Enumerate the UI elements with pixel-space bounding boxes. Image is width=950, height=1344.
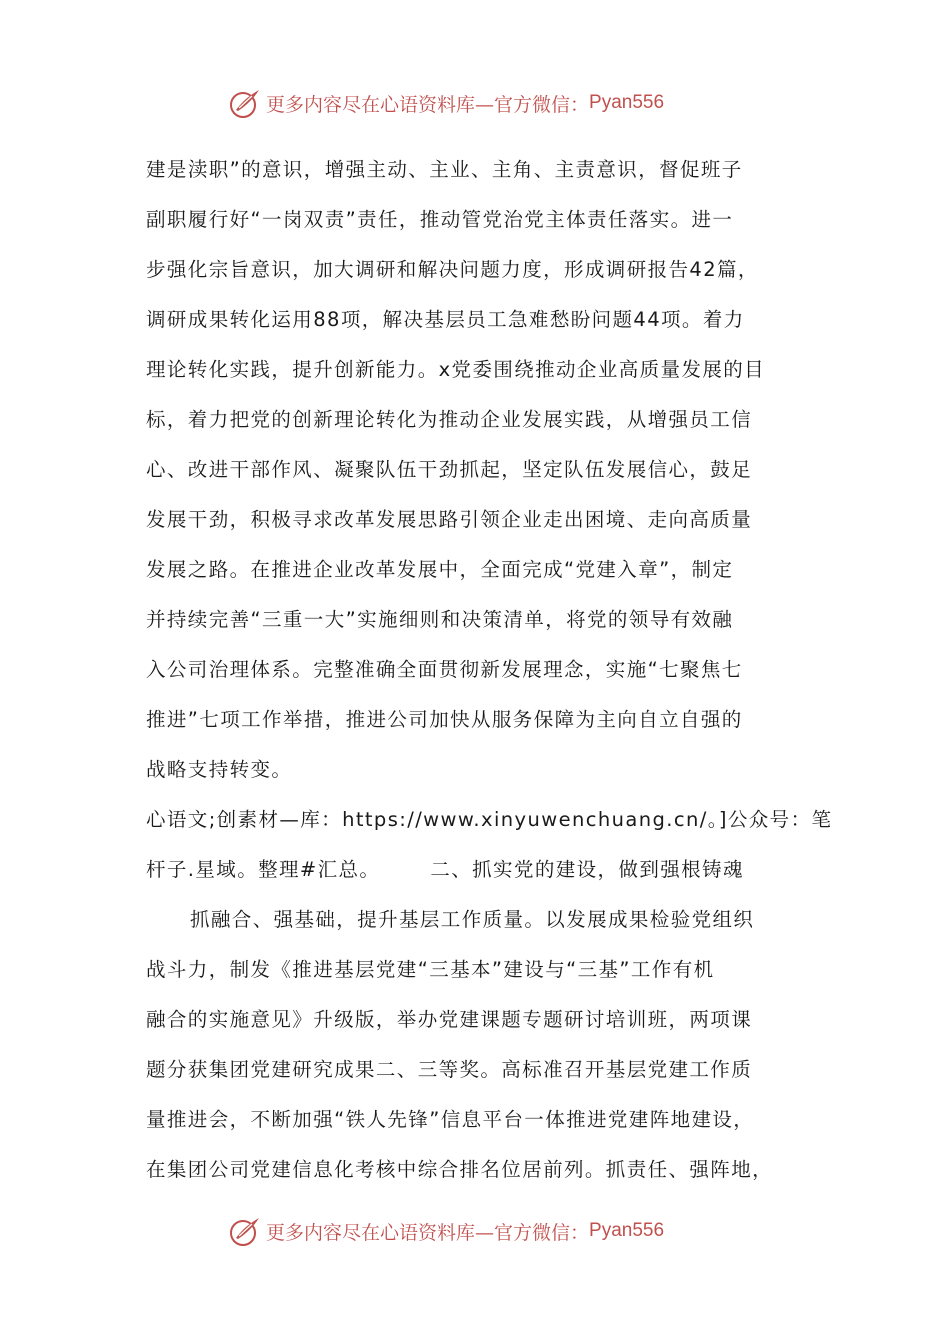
text-line: 在集团公司党建信息化考核中综合排名位居前列。抓责任、强阵地， — [146, 1158, 774, 1181]
text-line: 推进”七项工作举措，推进公司加快从服务保障为主向自立自强的 — [146, 708, 743, 731]
text-line: 理论转化实践，提升创新能力。x党委围绕推动企业高质量发展的目 — [146, 358, 766, 381]
text-line: 调研成果转化运用88项，解决基层员工急难愁盼问题44项。着力 — [146, 308, 745, 331]
text-line: 战略支持转变。 — [146, 758, 293, 781]
text-line: 建是渎职”的意识，增强主动、主业、主角、主责意识，督促班子 — [146, 158, 743, 181]
footer-banner-account: Pyan556 — [589, 1220, 665, 1241]
footer-banner-text: 更多内容尽在心语资料库—官方微信： — [266, 1221, 590, 1244]
text-line: 并持续完善“三重一大”实施细则和决策清单，将党的领导有效融 — [146, 608, 734, 631]
text-line: 标，着力把党的创新理论转化为推动企业发展实践，从增强员工信 — [146, 408, 753, 431]
header-banner-account: Pyan556 — [589, 92, 665, 113]
text-line: 发展之路。在推进企业改革发展中，全面完成“党建入章”，制定 — [146, 558, 734, 581]
quill-logo-icon — [228, 86, 262, 120]
paragraph-2 — [146, 895, 826, 1195]
text-line: 抓融合、强基础，提升基层工作质量。以发展成果检验党组织 — [190, 908, 755, 931]
section-heading: 二、抓实党的建设，做到强根铸魂 — [430, 858, 744, 881]
source-note-tail: 杆子.星域。整理#汇总。 — [146, 858, 381, 881]
text-line: 步强化宗旨意识，加大调研和解决问题力度，形成调研报告42篇， — [146, 258, 759, 281]
source-note-line-2 — [146, 845, 826, 895]
document-body — [146, 145, 833, 1195]
text-line: 入公司治理体系。完整准确全面贯彻新发展理念，实施“七聚焦七 — [146, 658, 743, 681]
text-line: 融合的实施意见》升级版，举办党建课题专题研讨培训班，两项课 — [146, 1008, 753, 1031]
paragraph-1 — [146, 145, 826, 795]
header-banner — [228, 83, 664, 123]
text-line: 发展干劲，积极寻求改革发展思路引领企业走出困境、走向高质量 — [146, 508, 753, 531]
quill-logo-icon — [228, 1214, 262, 1248]
text-line: 题分获集团党建研究成果二、三等奖。高标准召开基层党建工作质 — [146, 1058, 753, 1081]
source-note-line-1: 心语文;创素材—库：https://www.xinyuwenchuang.cn/。]公众号：笔 — [146, 808, 833, 831]
source-note — [146, 795, 833, 895]
text-line: 量推进会，不断加强“铁人先锋”信息平台一体推进党建阵地建设， — [146, 1108, 755, 1131]
footer-banner — [228, 1211, 664, 1251]
text-line: 副职履行好“一岗双责”责任，推动管党治党主体责任落实。进一 — [146, 208, 734, 231]
text-line: 心、改进干部作风、凝聚队伍干劲抓起，坚定队伍发展信心，鼓足 — [146, 458, 753, 481]
text-line: 战斗力，制发《推进基层党建“三基本”建设与“三基”工作有机 — [146, 958, 715, 981]
header-banner-text: 更多内容尽在心语资料库—官方微信： — [266, 93, 590, 116]
